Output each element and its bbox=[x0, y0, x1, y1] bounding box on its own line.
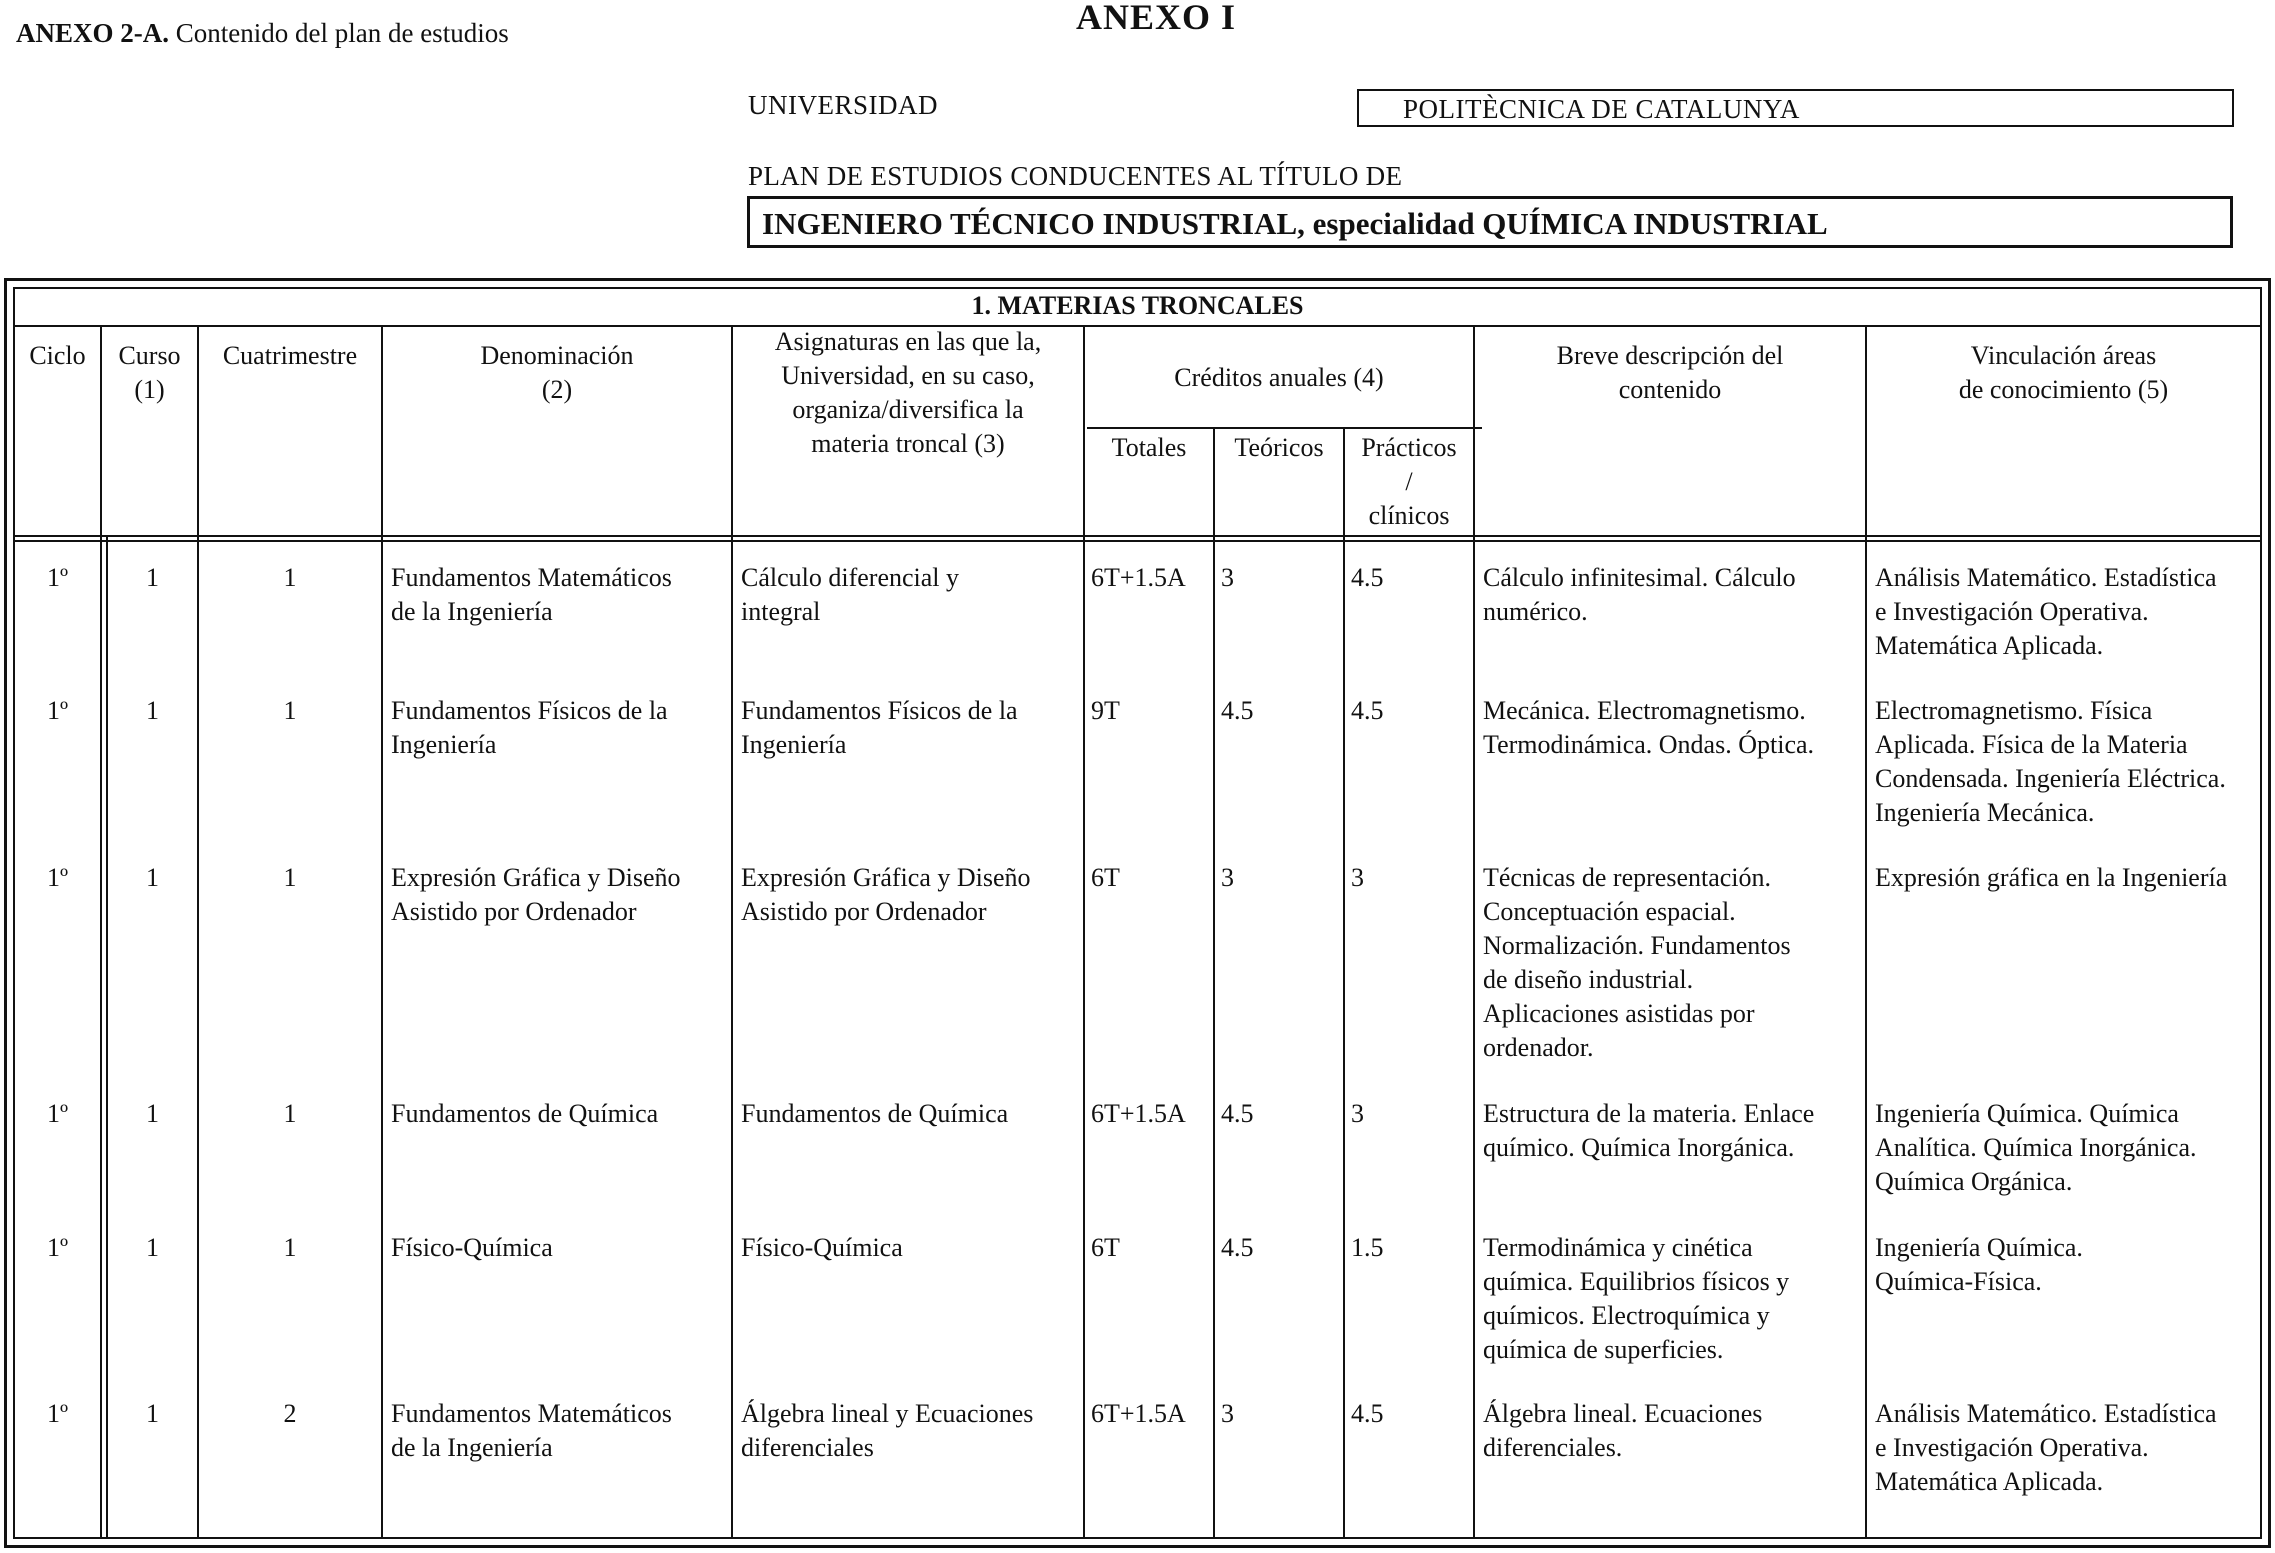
col-header-breve bbox=[1475, 339, 1865, 407]
cell-areas-line: Ingeniería Química. Química bbox=[1875, 1099, 2179, 1128]
cell-descripcion-line: Conceptuación espacial. bbox=[1483, 897, 1736, 926]
cell-descripcion bbox=[1483, 1397, 1863, 1465]
cell-practicos: 4.5 bbox=[1351, 1399, 1384, 1428]
cell-asignaturas bbox=[741, 694, 1081, 762]
col-header-practicos bbox=[1345, 431, 1473, 533]
cell-ciclo: 1º bbox=[46, 696, 69, 725]
cell-teoricos: 3 bbox=[1221, 563, 1234, 592]
cell-denominacion-line: Ingeniería bbox=[391, 730, 497, 759]
col-header-denominacion bbox=[383, 339, 731, 407]
col-header-totales: Totales bbox=[1111, 433, 1187, 462]
cell-totales: 6T bbox=[1091, 863, 1120, 892]
cell-practicos: 3 bbox=[1351, 1099, 1364, 1128]
cell-denominacion-line: Asistido por Ordenador bbox=[391, 897, 637, 926]
col-header-breve-l2: contenido bbox=[1618, 375, 1722, 404]
col-divider-ciclo-2 bbox=[106, 535, 108, 1537]
cell-areas bbox=[1875, 1231, 2275, 1299]
university-label: UNIVERSIDAD bbox=[748, 90, 938, 120]
cell-areas-line: Ingeniería Química. bbox=[1875, 1233, 2083, 1262]
cell-asignaturas-line: Fundamentos de Química bbox=[741, 1099, 1009, 1128]
col-divider-cuatrimestre bbox=[381, 325, 383, 1537]
cell-asignaturas-line: diferenciales bbox=[741, 1433, 874, 1462]
cell-descripcion-line: ordenador. bbox=[1483, 1033, 1594, 1062]
col-divider-teoricos bbox=[1343, 427, 1345, 1537]
cell-descripcion bbox=[1483, 694, 1863, 762]
cell-descripcion-line: de diseño industrial. bbox=[1483, 965, 1694, 994]
col-header-practicos-l2: / bbox=[1405, 467, 1413, 496]
cell-denominacion bbox=[391, 861, 729, 929]
col-divider-creditos bbox=[1473, 325, 1475, 1537]
cell-denominacion-line: Físico-Química bbox=[391, 1233, 553, 1262]
col-header-teoricos: Teóricos bbox=[1234, 433, 1324, 462]
title-separator bbox=[15, 325, 2260, 327]
cell-descripcion-line: química. Equilibrios físicos y bbox=[1483, 1267, 1790, 1296]
cell-teoricos: 4.5 bbox=[1221, 1099, 1254, 1128]
degree-title-value: INGENIERO TÉCNICO INDUSTRIAL, especialidad QUÍMICA INDUSTRIAL bbox=[762, 206, 1828, 241]
col-header-practicos-l1: Prácticos bbox=[1361, 433, 1457, 462]
cell-curso: 1 bbox=[146, 563, 159, 592]
col-divider-totales bbox=[1213, 427, 1215, 1537]
cell-denominacion-line: de la Ingeniería bbox=[391, 597, 553, 626]
header-bottom-line-2 bbox=[15, 540, 2260, 542]
cell-areas bbox=[1875, 861, 2275, 895]
cell-areas-line: Análisis Matemático. Estadística bbox=[1875, 563, 2217, 592]
col-divider-breve bbox=[1865, 325, 1867, 1537]
cell-asignaturas-line: Físico-Química bbox=[741, 1233, 903, 1262]
cell-asignaturas-line: Asistido por Ordenador bbox=[741, 897, 987, 926]
study-plan-label: PLAN DE ESTUDIOS CONDUCENTES AL TÍTULO DE bbox=[748, 161, 1403, 191]
annex-2a-bold: ANEXO 2-A. bbox=[16, 18, 169, 48]
cell-cuatrimestre: 1 bbox=[283, 1099, 297, 1128]
cell-descripcion bbox=[1483, 861, 1863, 1065]
cell-denominacion-line: Fundamentos Matemáticos bbox=[391, 563, 672, 592]
cell-teoricos: 3 bbox=[1221, 863, 1234, 892]
cell-asignaturas-line: Ingeniería bbox=[741, 730, 847, 759]
cell-denominacion-line: Fundamentos Matemáticos bbox=[391, 1399, 672, 1428]
cell-descripcion-line: química de superficies. bbox=[1483, 1335, 1724, 1364]
annex-2a-text: Contenido del plan de estudios bbox=[175, 18, 509, 48]
cell-ciclo: 1º bbox=[46, 863, 69, 892]
cell-totales: 6T+1.5A bbox=[1091, 1399, 1186, 1428]
cell-curso: 1 bbox=[146, 696, 159, 725]
cell-descripcion-line: Álgebra lineal. Ecuaciones bbox=[1483, 1399, 1763, 1428]
cell-areas-line: Química Orgánica. bbox=[1875, 1167, 2073, 1196]
cell-areas-line: Ingeniería Mecánica. bbox=[1875, 798, 2095, 827]
cell-areas bbox=[1875, 561, 2275, 663]
cell-cuatrimestre: 2 bbox=[283, 1399, 297, 1428]
cell-teoricos: 4.5 bbox=[1221, 696, 1254, 725]
cell-practicos: 1.5 bbox=[1351, 1233, 1384, 1262]
university-field bbox=[1357, 89, 2234, 127]
cell-asignaturas-line: Fundamentos Físicos de la bbox=[741, 696, 1018, 725]
col-divider-denominacion bbox=[731, 325, 733, 1537]
cell-descripcion bbox=[1483, 1231, 1863, 1367]
credits-subheader-line bbox=[1087, 427, 1482, 429]
cell-asignaturas bbox=[741, 861, 1081, 929]
cell-denominacion bbox=[391, 561, 729, 629]
cell-denominacion bbox=[391, 1097, 729, 1131]
cell-areas-line: Análisis Matemático. Estadística bbox=[1875, 1399, 2217, 1428]
cell-ciclo: 1º bbox=[46, 1399, 69, 1428]
cell-cuatrimestre: 1 bbox=[283, 1233, 297, 1262]
cell-areas-line: Matemática Aplicada. bbox=[1875, 1467, 2104, 1496]
cell-ciclo: 1º bbox=[46, 1099, 69, 1128]
cell-descripcion-line: Termodinámica. Ondas. Óptica. bbox=[1483, 730, 1815, 759]
cell-denominacion-line: Fundamentos Físicos de la bbox=[391, 696, 668, 725]
col-header-denominacion-note: (2) bbox=[541, 375, 573, 404]
cell-practicos: 4.5 bbox=[1351, 696, 1384, 725]
cell-asignaturas bbox=[741, 1231, 1081, 1265]
col-header-curso-text: Curso bbox=[118, 341, 181, 370]
header-bottom-line bbox=[15, 535, 2260, 537]
cell-totales: 6T+1.5A bbox=[1091, 563, 1186, 592]
cell-descripcion-line: numérico. bbox=[1483, 597, 1588, 626]
col-header-creditos: Créditos anuales (4) bbox=[1174, 363, 1384, 392]
cell-asignaturas bbox=[741, 1097, 1081, 1131]
cell-areas-line: Electromagnetismo. Física bbox=[1875, 696, 2153, 725]
col-header-curso-note: (1) bbox=[134, 375, 165, 404]
cell-curso: 1 bbox=[146, 1233, 159, 1262]
cell-totales: 6T bbox=[1091, 1233, 1120, 1262]
col-header-vinculacion-l2: de conocimiento (5) bbox=[1958, 375, 2169, 404]
cell-teoricos: 3 bbox=[1221, 1399, 1234, 1428]
col-header-breve-l1: Breve descripción del bbox=[1556, 341, 1784, 370]
cell-areas-line: e Investigación Operativa. bbox=[1875, 1433, 2149, 1462]
cell-areas bbox=[1875, 694, 2275, 830]
cell-asignaturas-line: Expresión Gráfica y Diseño bbox=[741, 863, 1031, 892]
cell-areas-line: Analítica. Química Inorgánica. bbox=[1875, 1133, 2197, 1162]
cell-cuatrimestre: 1 bbox=[283, 563, 297, 592]
cell-denominacion-line: Fundamentos de Química bbox=[391, 1099, 659, 1128]
cell-descripcion-line: Termodinámica y cinética bbox=[1483, 1233, 1753, 1262]
cell-descripcion bbox=[1483, 561, 1863, 629]
cell-denominacion bbox=[391, 694, 729, 762]
col-header-denominacion-text: Denominación bbox=[480, 341, 634, 370]
col-header-asignaturas-l1: Asignaturas en las que la, bbox=[774, 327, 1042, 356]
cell-denominacion bbox=[391, 1397, 729, 1465]
col-divider-ciclo bbox=[100, 325, 102, 1537]
cell-teoricos: 4.5 bbox=[1221, 1233, 1254, 1262]
cell-practicos: 3 bbox=[1351, 863, 1364, 892]
cell-descripcion bbox=[1483, 1097, 1863, 1165]
cell-totales: 9T bbox=[1091, 696, 1120, 725]
col-header-asignaturas bbox=[733, 325, 1083, 461]
cell-descripcion-line: diferenciales. bbox=[1483, 1433, 1623, 1462]
col-header-asignaturas-l4: materia troncal (3) bbox=[811, 429, 1005, 458]
cell-descripcion-line: Aplicaciones asistidas por bbox=[1483, 999, 1755, 1028]
curriculum-table-inner bbox=[13, 287, 2262, 1539]
cell-areas-line: e Investigación Operativa. bbox=[1875, 597, 2149, 626]
cell-descripcion-line: químico. Química Inorgánica. bbox=[1483, 1133, 1795, 1162]
cell-descripcion-line: Estructura de la materia. Enlace bbox=[1483, 1099, 1815, 1128]
cell-curso: 1 bbox=[146, 1099, 159, 1128]
cell-curso: 1 bbox=[146, 863, 159, 892]
cell-asignaturas-line: Cálculo diferencial y bbox=[741, 563, 960, 592]
col-header-ciclo: Ciclo bbox=[29, 341, 86, 370]
annex-title: ANEXO I bbox=[1076, 0, 1237, 37]
cell-practicos: 4.5 bbox=[1351, 563, 1384, 592]
cell-areas-line: Condensada. Ingeniería Eléctrica. bbox=[1875, 764, 2226, 793]
cell-denominacion-line: Expresión Gráfica y Diseño bbox=[391, 863, 681, 892]
cell-areas-line: Matemática Aplicada. bbox=[1875, 631, 2104, 660]
curriculum-table bbox=[4, 278, 2271, 1548]
cell-asignaturas-line: integral bbox=[741, 597, 821, 626]
cell-denominacion-line: de la Ingeniería bbox=[391, 1433, 553, 1462]
cell-cuatrimestre: 1 bbox=[283, 696, 297, 725]
cell-areas-line: Expresión gráfica en la Ingeniería bbox=[1875, 863, 2228, 892]
cell-descripcion-line: químicos. Electroquímica y bbox=[1483, 1301, 1770, 1330]
cell-asignaturas bbox=[741, 561, 1081, 629]
col-header-curso bbox=[102, 339, 197, 407]
cell-areas-line: Química-Física. bbox=[1875, 1267, 2042, 1296]
cell-curso: 1 bbox=[146, 1399, 159, 1428]
cell-areas bbox=[1875, 1397, 2275, 1499]
col-header-asignaturas-l3: organiza/diversifica la bbox=[792, 395, 1024, 424]
col-divider-asignaturas bbox=[1083, 325, 1085, 1537]
col-header-vinculacion bbox=[1867, 339, 2260, 407]
cell-cuatrimestre: 1 bbox=[283, 863, 297, 892]
cell-ciclo: 1º bbox=[46, 1233, 69, 1262]
degree-title-field bbox=[747, 196, 2233, 248]
section-title: 1. MATERIAS TRONCALES bbox=[971, 291, 1304, 320]
col-header-vinculacion-l1: Vinculación áreas bbox=[1970, 341, 2157, 370]
cell-areas-line: Aplicada. Física de la Materia bbox=[1875, 730, 2188, 759]
cell-descripcion-line: Normalización. Fundamentos bbox=[1483, 931, 1791, 960]
cell-descripcion-line: Cálculo infinitesimal. Cálculo bbox=[1483, 563, 1796, 592]
cell-descripcion-line: Mecánica. Electromagnetismo. bbox=[1483, 696, 1806, 725]
cell-asignaturas-line: Álgebra lineal y Ecuaciones bbox=[741, 1399, 1034, 1428]
cell-asignaturas bbox=[741, 1397, 1081, 1465]
cell-ciclo: 1º bbox=[46, 563, 69, 592]
cell-descripcion-line: Técnicas de representación. bbox=[1483, 863, 1772, 892]
cell-denominacion bbox=[391, 1231, 729, 1265]
university-value: POLITÈCNICA DE CATALUNYA bbox=[1403, 94, 1800, 124]
annex-2a-heading bbox=[16, 18, 509, 49]
col-header-asignaturas-l2: Universidad, en su caso, bbox=[781, 361, 1035, 390]
col-header-practicos-l3: clínicos bbox=[1368, 501, 1450, 530]
col-divider-curso bbox=[197, 325, 199, 1537]
cell-totales: 6T+1.5A bbox=[1091, 1099, 1186, 1128]
col-header-cuatrimestre: Cuatrimestre bbox=[222, 341, 358, 370]
cell-areas bbox=[1875, 1097, 2275, 1199]
